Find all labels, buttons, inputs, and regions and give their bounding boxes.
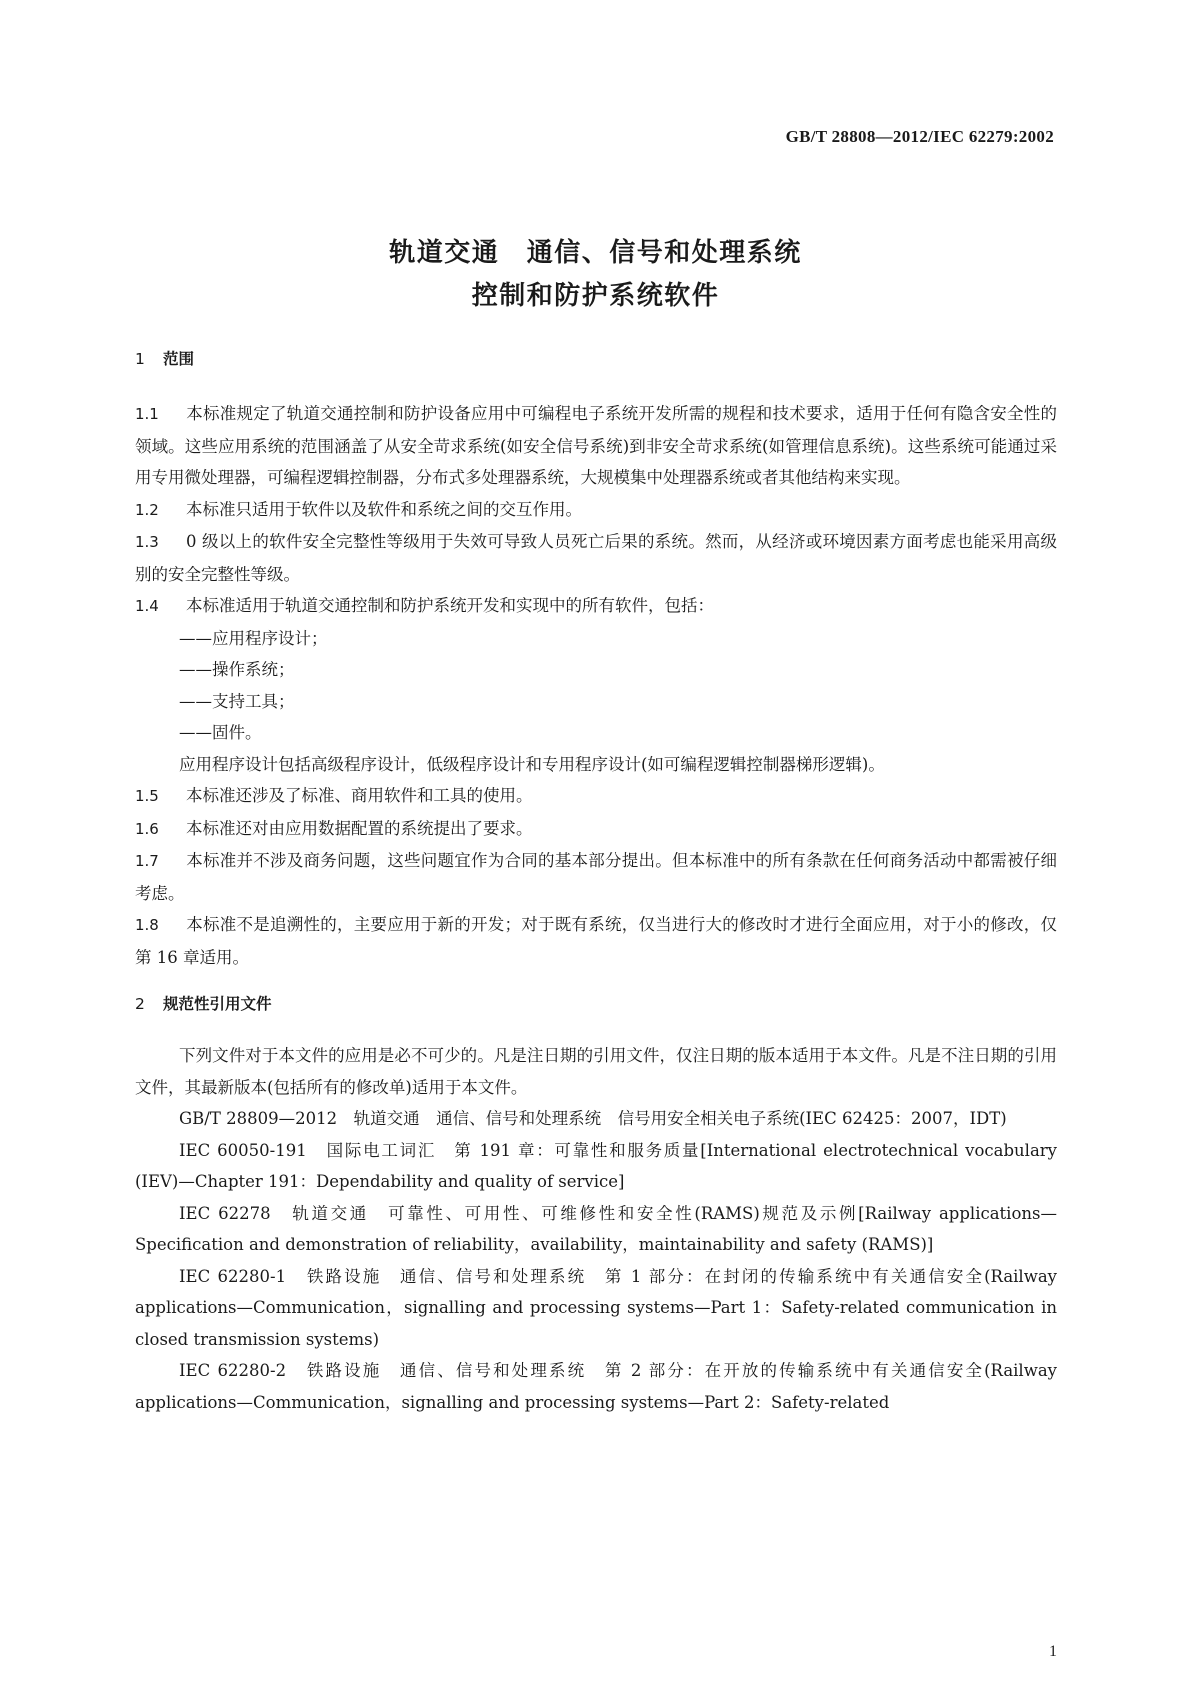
clause-number: 1.8 bbox=[135, 916, 159, 934]
section-heading-2 bbox=[135, 992, 272, 1014]
section-title: 规范性引用文件 bbox=[163, 995, 272, 1013]
clause-text: 本标准规定了轨道交通控制和防护设备应用中可编程电子系统开发所需的规程和技术要求，适用于任何有隐含安全性的领域。这些应用系统的范围涵盖了从安全苛求系统(如安全信号系统)到非安全苛求系统(如管理信息系统)。这些系统可能通过采用专用微处理器，可编程逻辑控制器，分布式多处理器系统，大规模集中处理器系统或者其他结构来实现。 bbox=[135, 404, 1057, 487]
clause-text: 0 级以上的软件安全完整性等级用于失效可导致人员死亡后果的系统。然而，从经济或环境因素方面考虑也能采用高级别的安全完整性等级。 bbox=[135, 532, 1057, 584]
clause-1-1 bbox=[135, 398, 1057, 494]
normative-intro: 下列文件对于本文件的应用是必不可少的。凡是注日期的引用文件，仅注日期的版本适用于本文件。凡是不注日期的引用文件，其最新版本(包括所有的修改单)适用于本文件。 bbox=[135, 1046, 1057, 1097]
clause-number: 1.6 bbox=[135, 819, 159, 838]
document-title-line2: 控制和防护系统软件 bbox=[471, 281, 720, 311]
clause-number: 1.3 bbox=[135, 533, 159, 551]
list-item: ——操作系统； bbox=[179, 660, 295, 679]
software-list bbox=[135, 623, 1057, 749]
clause-1-2 bbox=[135, 494, 1057, 527]
list-item: ——固件。 bbox=[179, 723, 262, 742]
clause-number: 1.2 bbox=[135, 500, 159, 519]
clause-text: 本标准适用于轨道交通控制和防护系统开发和实现中的所有软件，包括： bbox=[186, 596, 714, 615]
document-title-line1: 轨道交通 通信、信号和处理系统 bbox=[389, 238, 802, 268]
section-2-body bbox=[135, 1040, 1057, 1418]
reference-entry: IEC 62280-2 铁路设施 通信、信号和处理系统 第 2 部分：在开放的传输系统中有关通信安全(Railway applications—Communication，signalling and processing systems—Part 2：Safety-related bbox=[135, 1361, 1057, 1412]
clause-number: 1.1 bbox=[135, 405, 159, 423]
clause-1-3 bbox=[135, 526, 1057, 590]
section-heading-1 bbox=[135, 347, 194, 369]
clause-1-8 bbox=[135, 909, 1057, 973]
clause-1-5 bbox=[135, 780, 1057, 813]
clause-text: 本标准不是追溯性的，主要应用于新的开发；对于既有系统，仅当进行大的修改时才进行全面应用，对于小的修改，仅第 16 章适用。 bbox=[135, 915, 1057, 967]
clause-1-6 bbox=[135, 813, 1057, 846]
list-item: ——应用程序设计； bbox=[179, 628, 328, 648]
standard-number: GB/T 28808—2012/IEC 62279:2002 bbox=[785, 127, 1054, 146]
reference-entry: IEC 60050-191 国际电工词汇 第 191 章：可靠性和服务质量[International electrotechnical vocabulary (IEV)—Chapter 191：Dependability and quality of service] bbox=[135, 1140, 1057, 1191]
clause-number: 1.5 bbox=[135, 787, 159, 805]
clause-text: 本标准还涉及了标准、商用软件和工具的使用。 bbox=[186, 786, 533, 805]
reference-entry: GB/T 28809—2012 轨道交通 通信、信号和处理系统 信号用安全相关电子系统(IEC 62425：2007，IDT) bbox=[179, 1109, 1007, 1128]
section-title: 范围 bbox=[163, 350, 195, 368]
reference-entry: IEC 62280-1 铁路设施 通信、信号和处理系统 第 1 部分：在封闭的传输系统中有关通信安全(Railway applications—Communication，signalling and processing systems—Part 1：Safety-related communication in closed transmission systems) bbox=[135, 1266, 1057, 1349]
clause-1-7 bbox=[135, 845, 1057, 909]
clause-number: 1.7 bbox=[135, 852, 159, 870]
clause-text: 本标准还对由应用数据配置的系统提出了要求。 bbox=[186, 818, 533, 838]
clause-number: 1.4 bbox=[135, 597, 159, 615]
clause-text: 本标准并不涉及商务问题，这些问题宜作为合同的基本部分提出。但本标准中的所有条款在任何商务活动中都需被仔细考虑。 bbox=[135, 851, 1057, 903]
section-1-body bbox=[135, 398, 1057, 973]
section-number: 2 bbox=[135, 995, 145, 1013]
list-note: 应用程序设计包括高级程序设计，低级程序设计和专用程序设计(如可编程逻辑控制器梯形逻辑)。 bbox=[179, 754, 885, 774]
clause-1-4 bbox=[135, 590, 1057, 623]
page-number: 1 bbox=[1049, 1643, 1057, 1660]
section-number: 1 bbox=[135, 350, 145, 368]
clause-text: 本标准只适用于软件以及软件和系统之间的交互作用。 bbox=[186, 499, 582, 519]
list-item: ——支持工具； bbox=[179, 691, 295, 711]
reference-entry: IEC 62278 轨道交通 可靠性、可用性、可维修性和安全性(RAMS)规范及示例[Railway applications—Specification and demonstration of reliability，availability，maintainability and safety (RAMS)] bbox=[135, 1203, 1057, 1254]
